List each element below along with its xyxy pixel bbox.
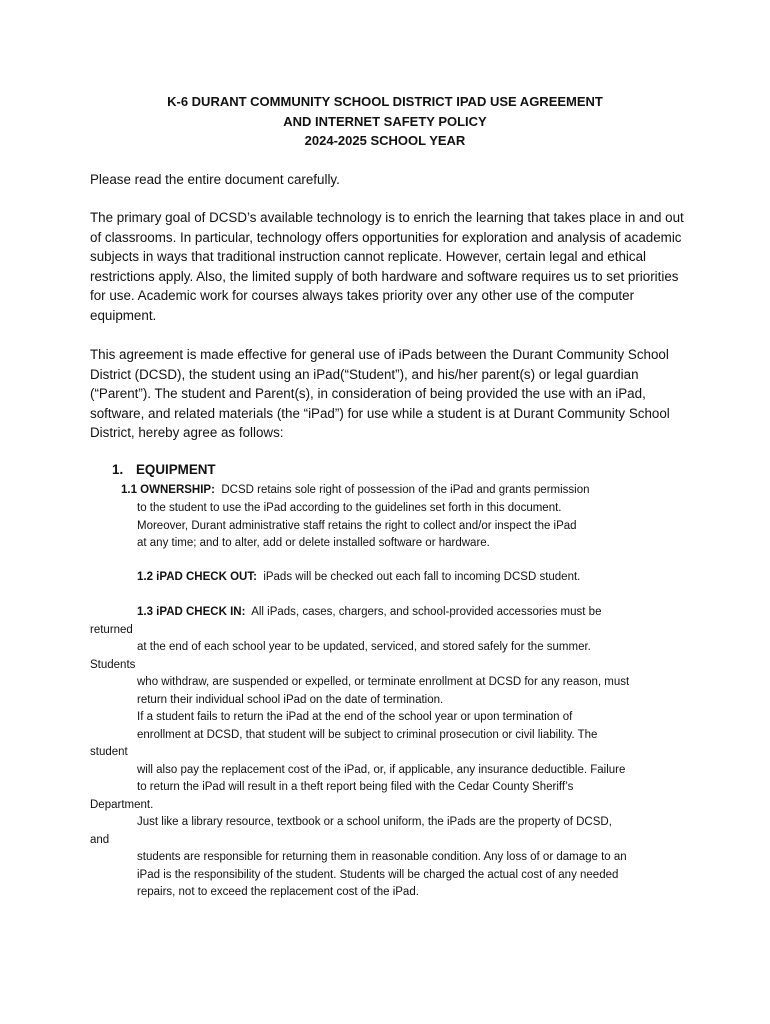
subsection-line: student: [90, 746, 128, 758]
subsection-line: and: [90, 833, 110, 846]
subsection-line: returned: [90, 623, 133, 636]
subsection-ownership-heading: [121, 482, 590, 500]
subsection-line: If a student fails to return the iPad at the end of the school year or upon termination of: [137, 711, 573, 723]
subsection-line: Just like a library resource, textbook or a school uniform, the iPads are the property of DCSD,: [137, 816, 612, 828]
subsection-label: 1.3 iPAD CHECK IN:: [137, 606, 246, 618]
agreement-paragraph: This agreement is made effective for general use of iPads between the Durant Community School District (DCSD), the student using an iPad(“Student”), and his/her parent(s) or legal guardian (“Parent”). The student and Parent(s), in consideration of being provided the use with an iPad, software, and related materials (the “iPad”) for use while a student is at Durant Community School District, hereby agree as follows:: [90, 347, 670, 441]
subsection-label: 1.1 OWNERSHIP:: [121, 484, 215, 496]
document-title-line-2: AND INTERNET SAFETY POLICY: [283, 114, 487, 129]
goal-paragraph: The primary goal of DCSD’s available technology is to enrich the learning that takes place in and out of classrooms. In particular, technology offers opportunities for exploration and analysis of academic subjects in ways that traditional instruction cannot replicate. However, certain legal and ethical restrictions apply. Also, the limited supply of both hardware and software requires us to set priorities for use. Academic work for courses always takes priority over any other use of the computer equipment.: [90, 210, 684, 323]
document-title-line-1: K-6 DURANT COMMUNITY SCHOOL DISTRICT IPAD USE AGREEMENT: [167, 94, 603, 109]
subsection-label: 1.2 iPAD CHECK OUT:: [137, 571, 257, 583]
intro-paragraph: Please read the entire document carefully.: [90, 172, 340, 187]
subsection-ownership-body: [137, 500, 577, 553]
subsection-check-in-first-line: [90, 604, 629, 622]
subsection-line: to the student to use the iPad according to the guidelines set forth in this document.: [137, 502, 562, 514]
subsection-line: will also pay the replacement cost of the iPad, or, if applicable, any insurance deductible. Failure: [137, 763, 626, 776]
subsection-line: return their individual school iPad on the date of termination.: [137, 693, 444, 706]
subsection-line: repairs, not to exceed the replacement cost of the iPad.: [137, 886, 419, 898]
subsection-line: to return the iPad will result in a theft report being filed with the Cedar County Sheriff’s: [137, 781, 574, 793]
subsection-check-out: [137, 569, 580, 587]
section-equipment-heading: [112, 460, 216, 480]
subsection-line: All iPads, cases, chargers, and school-provided accessories must be: [251, 606, 602, 618]
subsection-line: iPad is the responsibility of the student. Students will be charged the actual cost of any needed: [137, 868, 619, 881]
subsection-line: who withdraw, are suspended or expelled, or terminate enrollment at DCSD for any reason, must: [137, 676, 630, 688]
subsection-line: students are responsible for returning them in reasonable condition. Any loss of or damage to an: [137, 851, 627, 863]
subsection-line: DCSD retains sole right of possession of the iPad and grants permission: [221, 484, 590, 496]
document-title-line-3: 2024-2025 SCHOOL YEAR: [304, 133, 466, 148]
subsection-text: iPads will be checked out each fall to incoming DCSD student.: [263, 571, 581, 583]
subsection-line: Students: [90, 658, 136, 671]
section-title: EQUIPMENT: [136, 462, 216, 477]
section-number: 1.: [112, 462, 124, 477]
subsection-line: Department.: [90, 798, 154, 811]
subsection-line: Moreover, Durant administrative staff retains the right to collect and/or inspect the iPad: [137, 519, 577, 532]
subsection-line: enrollment at DCSD, that student will be subject to criminal prosecution or civil liability. The: [137, 728, 598, 741]
subsection-line: at the end of each school year to be updated, serviced, and stored safely for the summer.: [137, 641, 591, 653]
subsection-check-in: [90, 604, 629, 902]
subsection-line: at any time; and to alter, add or delete installed software or hardware.: [137, 537, 490, 549]
